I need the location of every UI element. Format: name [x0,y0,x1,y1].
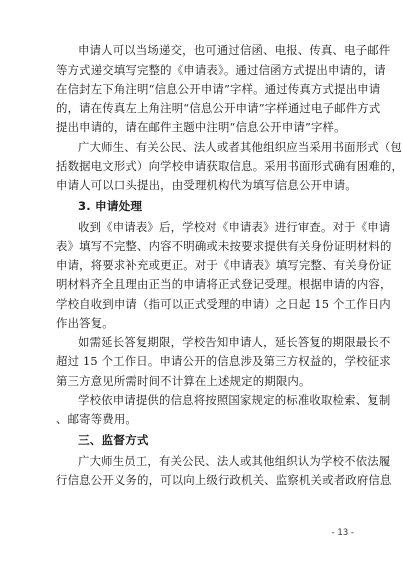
text-line: 第三方意见所需时间不计算在上述规定的期限内。 [56,374,311,388]
text-line: 在信封左下角注明“信息公开申请”字样。通过传真方式提出申请 [56,82,381,96]
section-heading: 三、监督方式 [78,433,149,447]
text-line: 申请人可以口头提出，由受理机构代为填写信息公开申请。 [56,178,357,192]
section-heading: 3. 申请处理 [78,199,143,213]
text-line: 、邮寄等费用。 [56,412,137,426]
text-line: 表》填写不完整、内容不明确或未按要求提供有关身份证明材料的 [56,239,392,253]
text-line: 提出申请的，请在邮件主题中注明“信息公开申请”字样。 [56,120,346,134]
text-line: 行信息公开义务的，可以向上级行政机关、监察机关或者政府信息 [56,473,392,487]
text-line: 明材料齐全且理由正当的申请将正式登记受理。根据申请的内容， [56,277,392,291]
text-line: 收到《申请表》后，学校对《申请表》进行审查。对于《申请 [78,220,391,234]
text-line: 超过 15 个工作日。申请公开的信息涉及第三方权益的，学校征求 [56,354,391,368]
text-line: 如需延长答复期限，学校告知申请人，延长答复的期限最长不 [78,335,391,349]
text-line: 括数据电文形式）向学校申请获取信息。采用书面形式确有困难的， [56,159,403,173]
text-line: 作出答复。 [56,316,114,330]
text-line: 申请人可以当场递交，也可通过信函、电报、传真、电子邮件 [78,43,391,57]
text-line: 学校自收到申请（指可以正式受理的申请）之日起 15 个工作日内 [56,297,391,311]
text-line: 申请，将要求补充或更正。对于《申请表》填写完整、有关身份证 [56,258,392,272]
page-number: - 13 - [331,528,354,538]
text-line: 广大师生、有关公民、法人或者其他组织应当采用书面形式（包 [78,140,402,154]
text-line: 的，请在传真左上角注明“信息公开申请”字样通过电子邮件方式 [56,101,381,115]
text-line: 等方式递交填写完整的《申请表》。通过信函方式提出申请的，请 [56,63,386,77]
text-line: 广大师生员工，有关公民、法人或其他组织认为学校不依法履 [78,454,391,468]
text-line: 学校依申请提供的信息将按照国家规定的标准收取检索、复制 [78,393,391,407]
